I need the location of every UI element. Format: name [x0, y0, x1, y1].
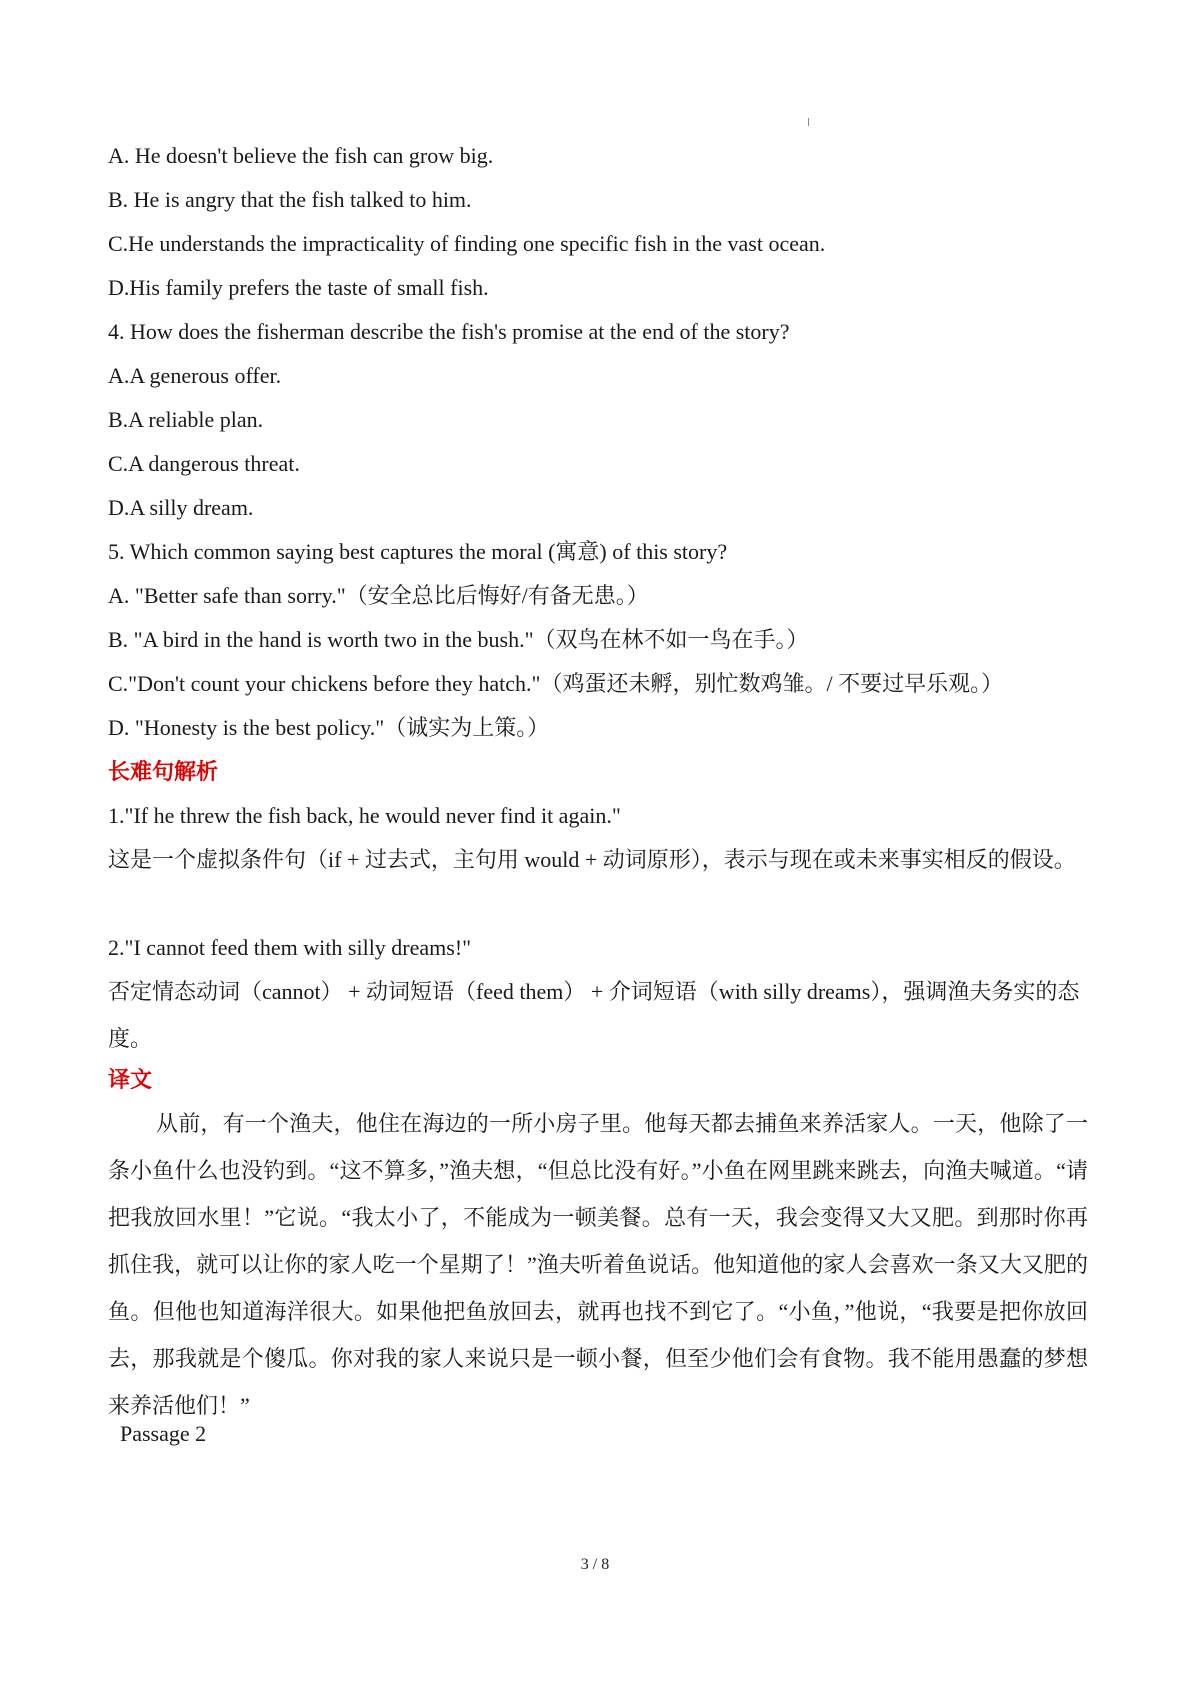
q4-option-c: C.A dangerous threat.: [108, 451, 300, 476]
q5-option-a: A. "Better safe than sorry."（安全总比后悔好/有备无患。）: [108, 583, 649, 608]
page-number: 3 / 8: [580, 1556, 610, 1573]
q4-stem: 4. How does the fisherman describe the fish's promise at the end of the story?: [108, 319, 790, 344]
translation-text: 从前，有一个渔夫，他住在海边的一所小房子里。他每天都去捕鱼来养活家人。一天，他除了一条小鱼什么也没钓到。“这不算多，”渔夫想，“但总比没有好。”小鱼在网里跳来跳去，向渔夫喊道。“请把我放回水里！”它说。“我太小了，不能成为一顿美餐。总有一天，我会变得又大又肥。到那时你再抓住我，就可以让你的家人吃一个星期了！”渔夫听着鱼说话。他知道他的家人会喜欢一条又大又肥的鱼。但他也知道海洋很大。如果他把鱼放回去，就再也找不到它了。“小鱼，”他说，“我要是把你放回去，那我就是个傻瓜。你对我的家人来说只是一顿小餐，但至少他们会有食物。我不能用愚蠢的梦想来养活他们！”: [108, 1111, 1088, 1418]
analysis-sentence-1: 1."If he threw the fish back, he would never find it again.": [108, 803, 621, 828]
analysis-note-1: 这是一个虚拟条件句（if + 过去式，主句用 would + 动词原形），表示与现在或未来事实相反的假设。: [108, 847, 1076, 872]
q5-stem: 5. Which common saying best captures the moral (寓意) of this story?: [108, 539, 728, 564]
analysis-sentence-2: 2."I cannot feed them with silly dreams!": [108, 935, 472, 960]
q3-option-a: A. He doesn't believe the fish can grow big.: [108, 143, 494, 168]
passage-label: Passage 2: [120, 1421, 207, 1446]
q3-option-b: B. He is angry that the fish talked to him.: [108, 187, 472, 212]
q4-option-b: B.A reliable plan.: [108, 407, 264, 432]
translation-heading: 译文: [108, 1067, 153, 1092]
q4-option-d: D.A silly dream.: [108, 495, 254, 520]
q5-option-b: B. "A bird in the hand is worth two in the bush."（双鸟在林不如一鸟在手。）: [108, 627, 809, 652]
analysis-note-2: 否定情态动词（cannot） + 动词短语（feed them） + 介词短语（with silly dreams），强调渔夫务实的态度。: [108, 979, 1080, 1051]
analysis-heading: 长难句解析: [108, 759, 219, 784]
q5-option-d: D. "Honesty is the best policy."（诚实为上策。）: [108, 715, 550, 740]
page-mark: [808, 118, 809, 126]
q3-option-d: D.His family prefers the taste of small fish.: [108, 275, 489, 300]
q5-option-c: C."Don't count your chickens before they hatch."（鸡蛋还未孵，别忙数鸡雏。/ 不要过早乐观。）: [108, 671, 1004, 696]
q3-option-c: C.He understands the impracticality of finding one specific fish in the vast ocean.: [108, 231, 826, 256]
q4-option-a: A.A generous offer.: [108, 363, 282, 388]
